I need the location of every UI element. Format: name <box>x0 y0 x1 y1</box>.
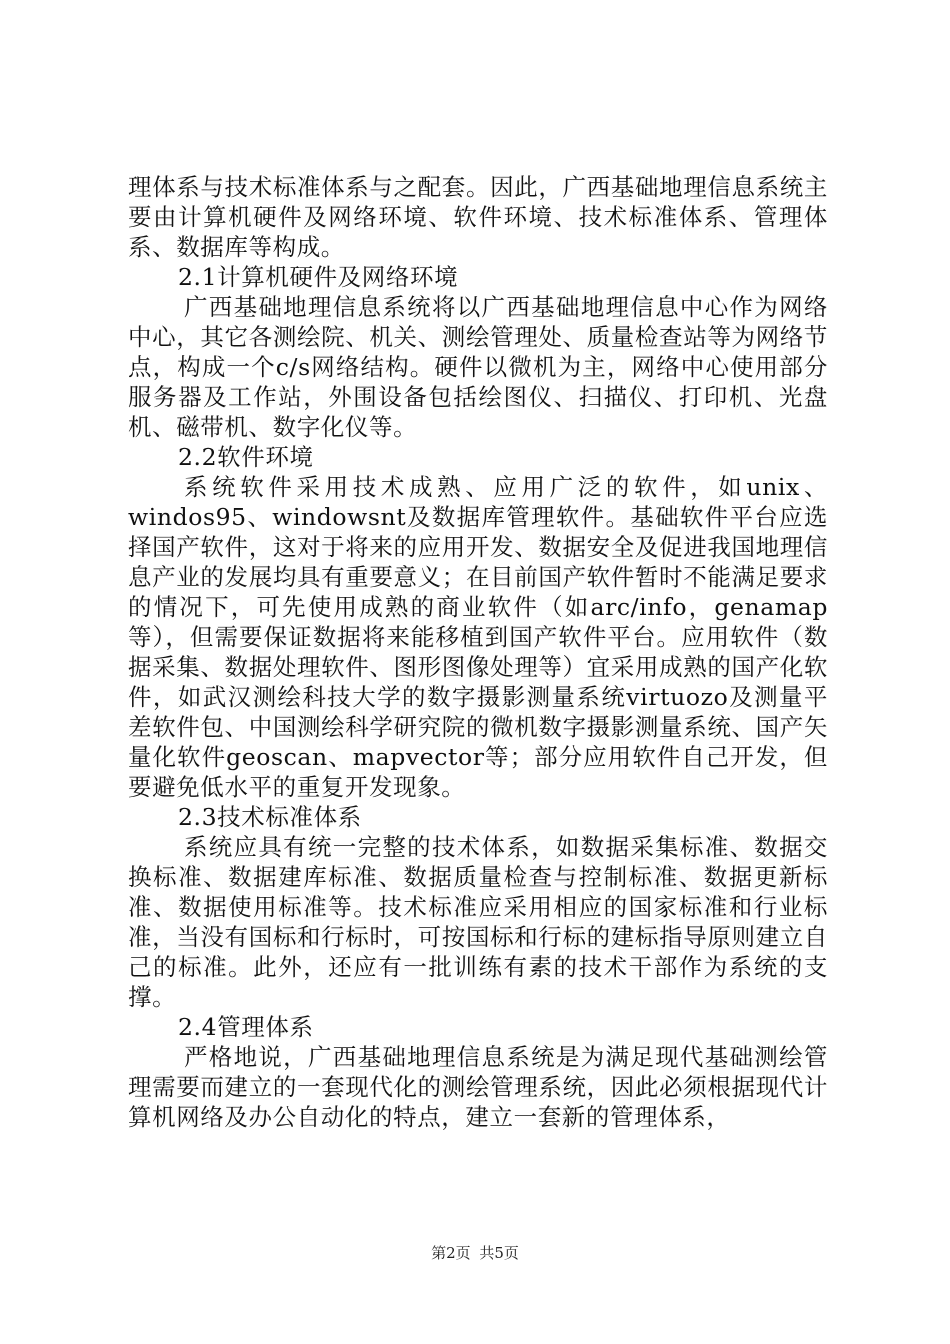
paragraph-management-system: 严格地说，广西基础地理信息系统是为满足现代基础测绘管理需要而建立的一套现代化的测绘管理系统，因此必须根据现代计算机网络及办公自动化的特点，建立一套新的管理体系， <box>128 1043 828 1131</box>
paragraph-technical-standards: 系统应具有统一完整的技术体系，如数据采集标准、数据交换标准、数据建库标准、数据质量检查与控制标准、数据更新标准、数据使用标准等。技术标准应采用相应的国家标准和行业标准，当没有国标和行标时，可按国标和行标的建标指导原则建立自己的标准。此外，还应有一批训练有素的技术干部作为系统的支撑。 <box>128 833 828 1011</box>
page-footer <box>0 1243 950 1263</box>
page-total: 共5页 <box>479 1244 519 1262</box>
section-heading-2-2: 2.2软件环境 <box>178 443 314 471</box>
page-number: 第2页 <box>431 1244 471 1262</box>
section-heading-2-1: 2.1计算机硬件及网络环境 <box>178 263 459 291</box>
paragraph-hardware-network: 广西基础地理信息系统将以广西基础地理信息中心作为网络中心，其它各测绘院、机关、测绘管理处、质量检查站等为网络节点，构成一个c/s网络结构。硬件以微机为主，网络中心使用部分服务器及工作站，外围设备包括绘图仪、扫描仪、打印机、光盘机、磁带机、数字化仪等。 <box>128 293 828 441</box>
section-heading-2-3: 2.3技术标准体系 <box>178 803 362 831</box>
section-heading-2-4: 2.4管理体系 <box>178 1013 314 1041</box>
paragraph-intro: 理体系与技术标准体系与之配套。因此，广西基础地理信息系统主要由计算机硬件及网络环境、软件环境、技术标准体系、管理体系、数据库等构成。 <box>128 173 828 261</box>
document-body <box>128 172 828 1132</box>
paragraph-software-environment: 系统软件采用技术成熟、应用广泛的软件，如unix、windos95、windowsnt及数据库管理软件。基础软件平台应选择国产软件，这对于将来的应用开发、数据安全及促进我国地理信息产业的发展均具有重要意义；在目前国产软件暂时不能满足要求的情况下，可先使用成熟的商业软件（如arc/info，genamap等），但需要保证数据将来能移植到国产软件平台。应用软件（数据采集、数据处理软件、图形图像处理等）宜采用成熟的国产化软件，如武汉测绘科技大学的数字摄影测量系统virtuozo及测量平差软件包、中国测绘科学研究院的微机数字摄影测量系统、国产矢量化软件geoscan、mapvector等；部分应用软件自己开发，但要避免低水平的重复开发现象。 <box>128 473 828 801</box>
